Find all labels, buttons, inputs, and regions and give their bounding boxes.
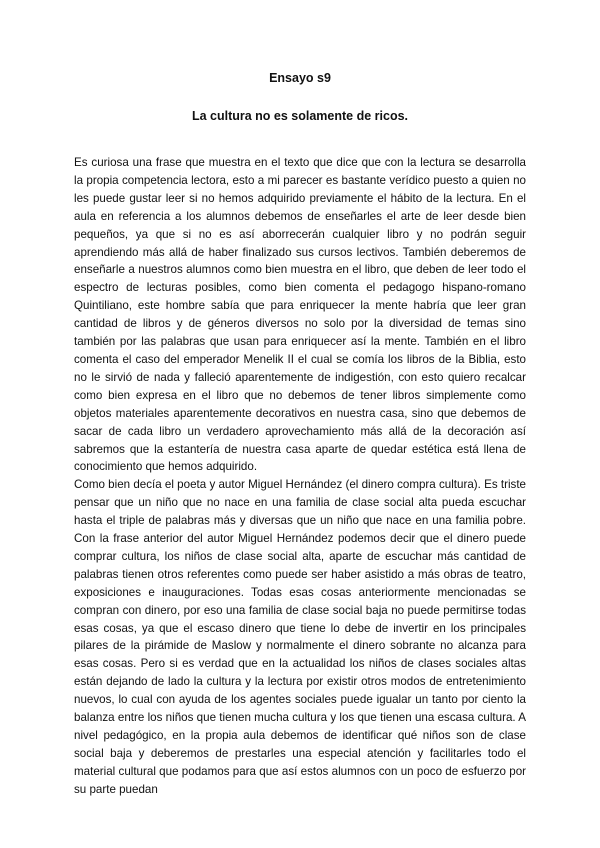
essay-title: Ensayo s9 [269, 71, 331, 85]
essay-subtitle: La cultura no es solamente de ricos. [191, 109, 409, 123]
paragraph-2: Como bien decía el poeta y autor Miguel Hernández (el dinero compra cultura). Es triste pensar que un niño que no nace en una familia de clase social alta pueda escuchar hasta el triple de palabras más y diversas que un niño que nace en una familia pobre. Con la frase anterior del autor Miguel Hernández podemos decir que el dinero puede comprar cultura, los niños de clase social alta, aparte de escuchar más cantidad de palabras tienen otros referentes como puede ser haber asistido a más obras de teatro, exposiciones e inauguraciones. Todas esas cosas anteriormente mencionadas se compran con dinero, por eso una familia de clase social baja no puede permitirse todas esas cosas, ya que el escaso dinero que tiene lo debe de invertir en los principales pilares de la pirámide de Maslow y normalmente el dinero sobrante no alcanza para esas cosas. Pero si es verdad que en la actualidad los niños de clases sociales altas están dejando de lado la cultura y la lectura por existir otros modos de entretenimiento nuevos, lo cual con ayuda de los agentes sociales puede igualar un tanto por ciento la balanza entre los niños que tienen mucha cultura y los que tienen una escasa cultura. A nivel pedagógico, en la propia aula debemos de identificar qué niños son de clase social baja y deberemos de prestarles una especial atención y facilitarles todo el material cultural que podamos para que así estos alumnos con un poco de esfuerzo por su parte puedan [74, 478, 526, 796]
paragraph-1: Es curiosa una frase que muestra en el texto que dice que con la lectura se desarrolla la propia competencia lectora, esto a mi parecer es bastante verídico puesto a quien no les puede gustar leer si no hemos adquirido previamente el hábito de la lectura. En el aula en referencia a los alumnos debemos de enseñarles el arte de leer desde bien pequeños, ya que si no es así aborrecerán cualquier libro y no podrán seguir aprendiendo más allá de haber finalizado sus cursos lectivos. También deberemos de enseñarle a nuestros alumnos como bien muestra en el libro, que deben de leer todo el espectro de lecturas posibles, como bien comenta el pedagogo hispano-romano Quintiliano, este hombre sabía que para enriquecer la mente habría que leer gran cantidad de libros y de géneros diversos no solo por la diversidad de temas sino también por las palabras que usan para enriquecer así la mente. También en el libro comenta el caso del emperador Menelik II el cual se comía los libros de la Biblia, esto no le sirvió de nada y falleció aparentemente de indigestión, con esto quiero recalcar como bien expresa en el libro que no debemos de tener libros simplemente como objetos materiales aparentemente decorativos en nuestra casa, sino que debemos de sacar de cada libro un verdadero aprovechamiento más allá de la decoración así sabremos que la estantería de nuestra casa aparte de quedar estética está llena de conocimiento que hemos adquirido. [74, 156, 526, 474]
essay-body [74, 154, 526, 799]
